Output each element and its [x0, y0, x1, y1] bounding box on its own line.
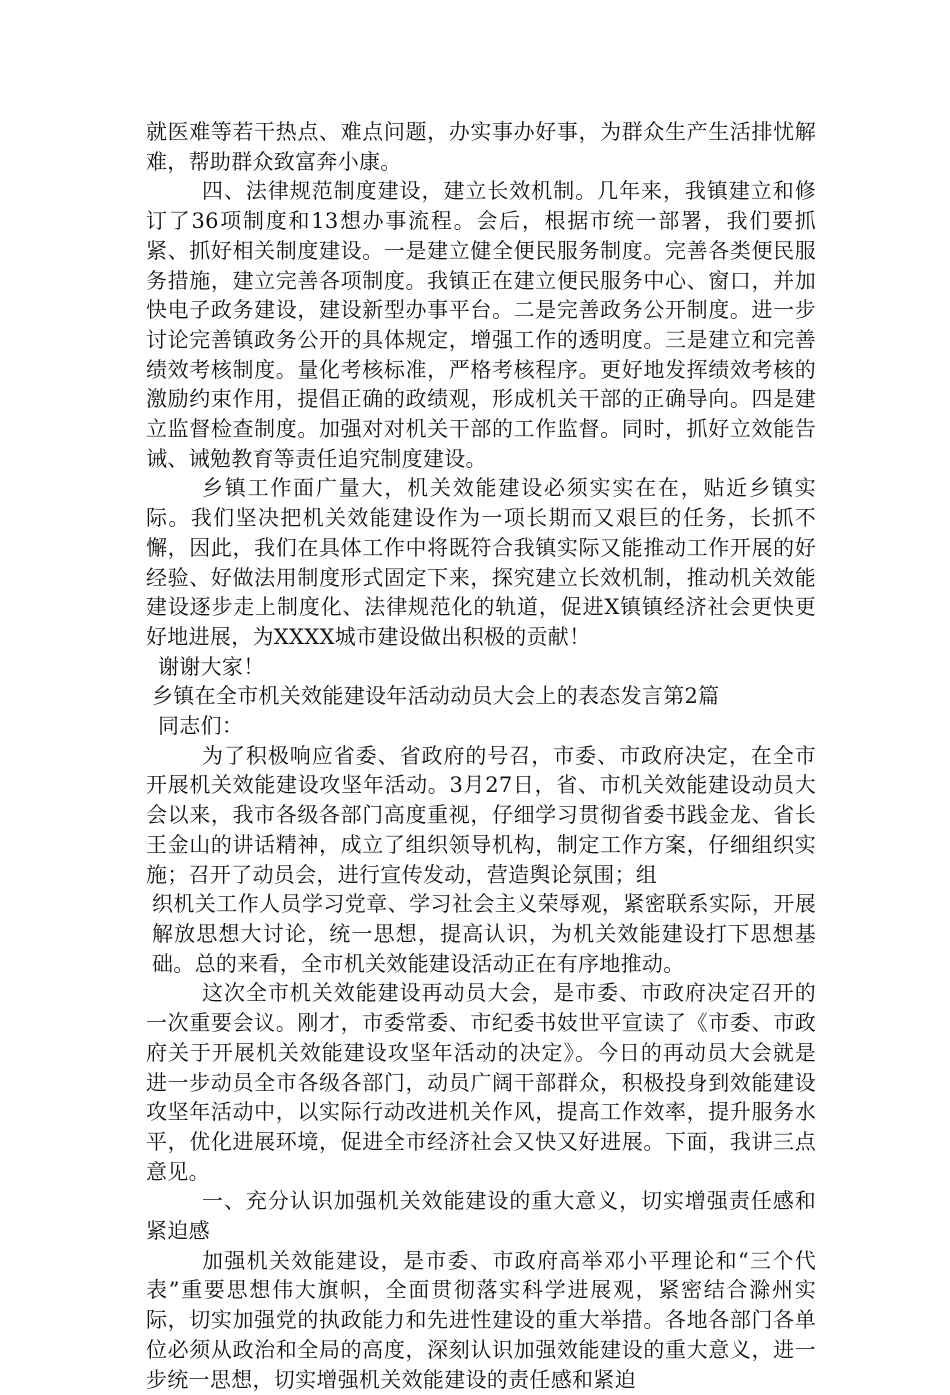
paragraph-intro-continued: 织机关工作人员学习党章、学习社会主义荣辱观，紧密联系实际，开展解放思想大讨论，统一思想，提高认识，为机关效能建设打下思想基础。总的来看，全市机关效能建设活动正在有序地推动。 [152, 892, 816, 976]
paragraph-conclusion: 乡镇工作面广量大，机关效能建设必须实实在在，贴近乡镇实际。我们坚决把机关效能建设作为一项长期而又艰巨的任务，长抓不懈，因此，我们在具体工作中将既符合我镇实际又能推动工作开展的好经验、好做法用制度形式固定下来，探究建立长效机制，推动机关效能建设逐步走上制度化、法律规范化的轨道，促进X镇镇经济社会更快更好地进展，为XXXX城市建设做出积极的贡献！ [146, 476, 816, 649]
paragraph-section-four: 四、法律规范制度建设，建立长效机制。几年来，我镇建立和修订了36项制度和13想办事流程。会后，根据市统一部署，我们要抓紧、抓好相关制度建设。一是建立健全便民服务制度。完善各类便民服务措施，建立完善各项制度。我镇正在建立便民服务中心、窗口，并加快电子政务建设，建设新型办事平台。二是完善政务公开制度。进一步讨论完善镇政务公开的具体规定，增强工作的透明度。三是建立和完善绩效考核制度。量化考核标准，严格考核程序。更好地发挥绩效考核的激励约束作用，提倡正确的政绩观，形成机关干部的正确导向。四是建立监督检查制度。加强对对机关干部的工作监督。同时，抓好立效能告诫、诫勉教育等责任追究制度建设。 [146, 179, 816, 471]
salutation: 同志们： [158, 714, 244, 739]
thanks-line: 谢谢大家！ [158, 654, 265, 679]
paragraph-significance: 加强机关效能建设，是市委、市政府高举邓小平理论和“三个代表”重要思想伟大旗帜，全面贯彻落实科学进展观，紧密结合滁州实际，切实加强党的执政能力和先进性建设的重大举措。各地各部门各单位必须从政治和全局的高度，深刻认识加强效能建设的重大意义，进一步统一思想，切实增强机关效能建设的责任感和紧迫 [146, 1248, 816, 1392]
paragraph-intro: 为了积极响应省委、省政府的号召，市委、市政府决定，在全市开展机关效能建设攻坚年活动。3月27日，省、市机关效能建设动员大会以来，我市各级各部门高度重视，仔细学习贯彻省委书践金龙、省长王金山的讲话精神，成立了组织领导机构，制定工作方案，仔细组织实施；召开了动员会，进行宣传发动，营造舆论氛围；组 [146, 743, 816, 887]
paragraph-continuation: 就医难等若干热点、难点问题，办实事办好事，为群众生产生活排忧解难，帮助群众致富奔小康。 [146, 120, 816, 174]
article-title: 乡镇在全市机关效能建设年活动动员大会上的表态发言第2篇 [152, 684, 720, 709]
section-heading-one: 一、充分认识加强机关效能建设的重大意义，切实增强责任感和紧迫感 [146, 1189, 816, 1244]
paragraph-meeting: 这次全市机关效能建设再动员大会，是市委、市政府决定召开的一次重要会议。刚才，市委常委、市纪委书妓世平宣读了《市委、市政府关于开展机关效能建设攻坚年活动的决定》。今日的再动员大会就是进一步动员全市各级各部门，动员广阔干部群众，积极投身到效能建设攻坚年活动中，以实际行动改进机关作风，提高工作效率，提升服务水平，优化进展环境，促进全市经济社会又快又好进展。下面，我讲三点意见。 [146, 981, 816, 1184]
document-body [146, 118, 816, 1395]
